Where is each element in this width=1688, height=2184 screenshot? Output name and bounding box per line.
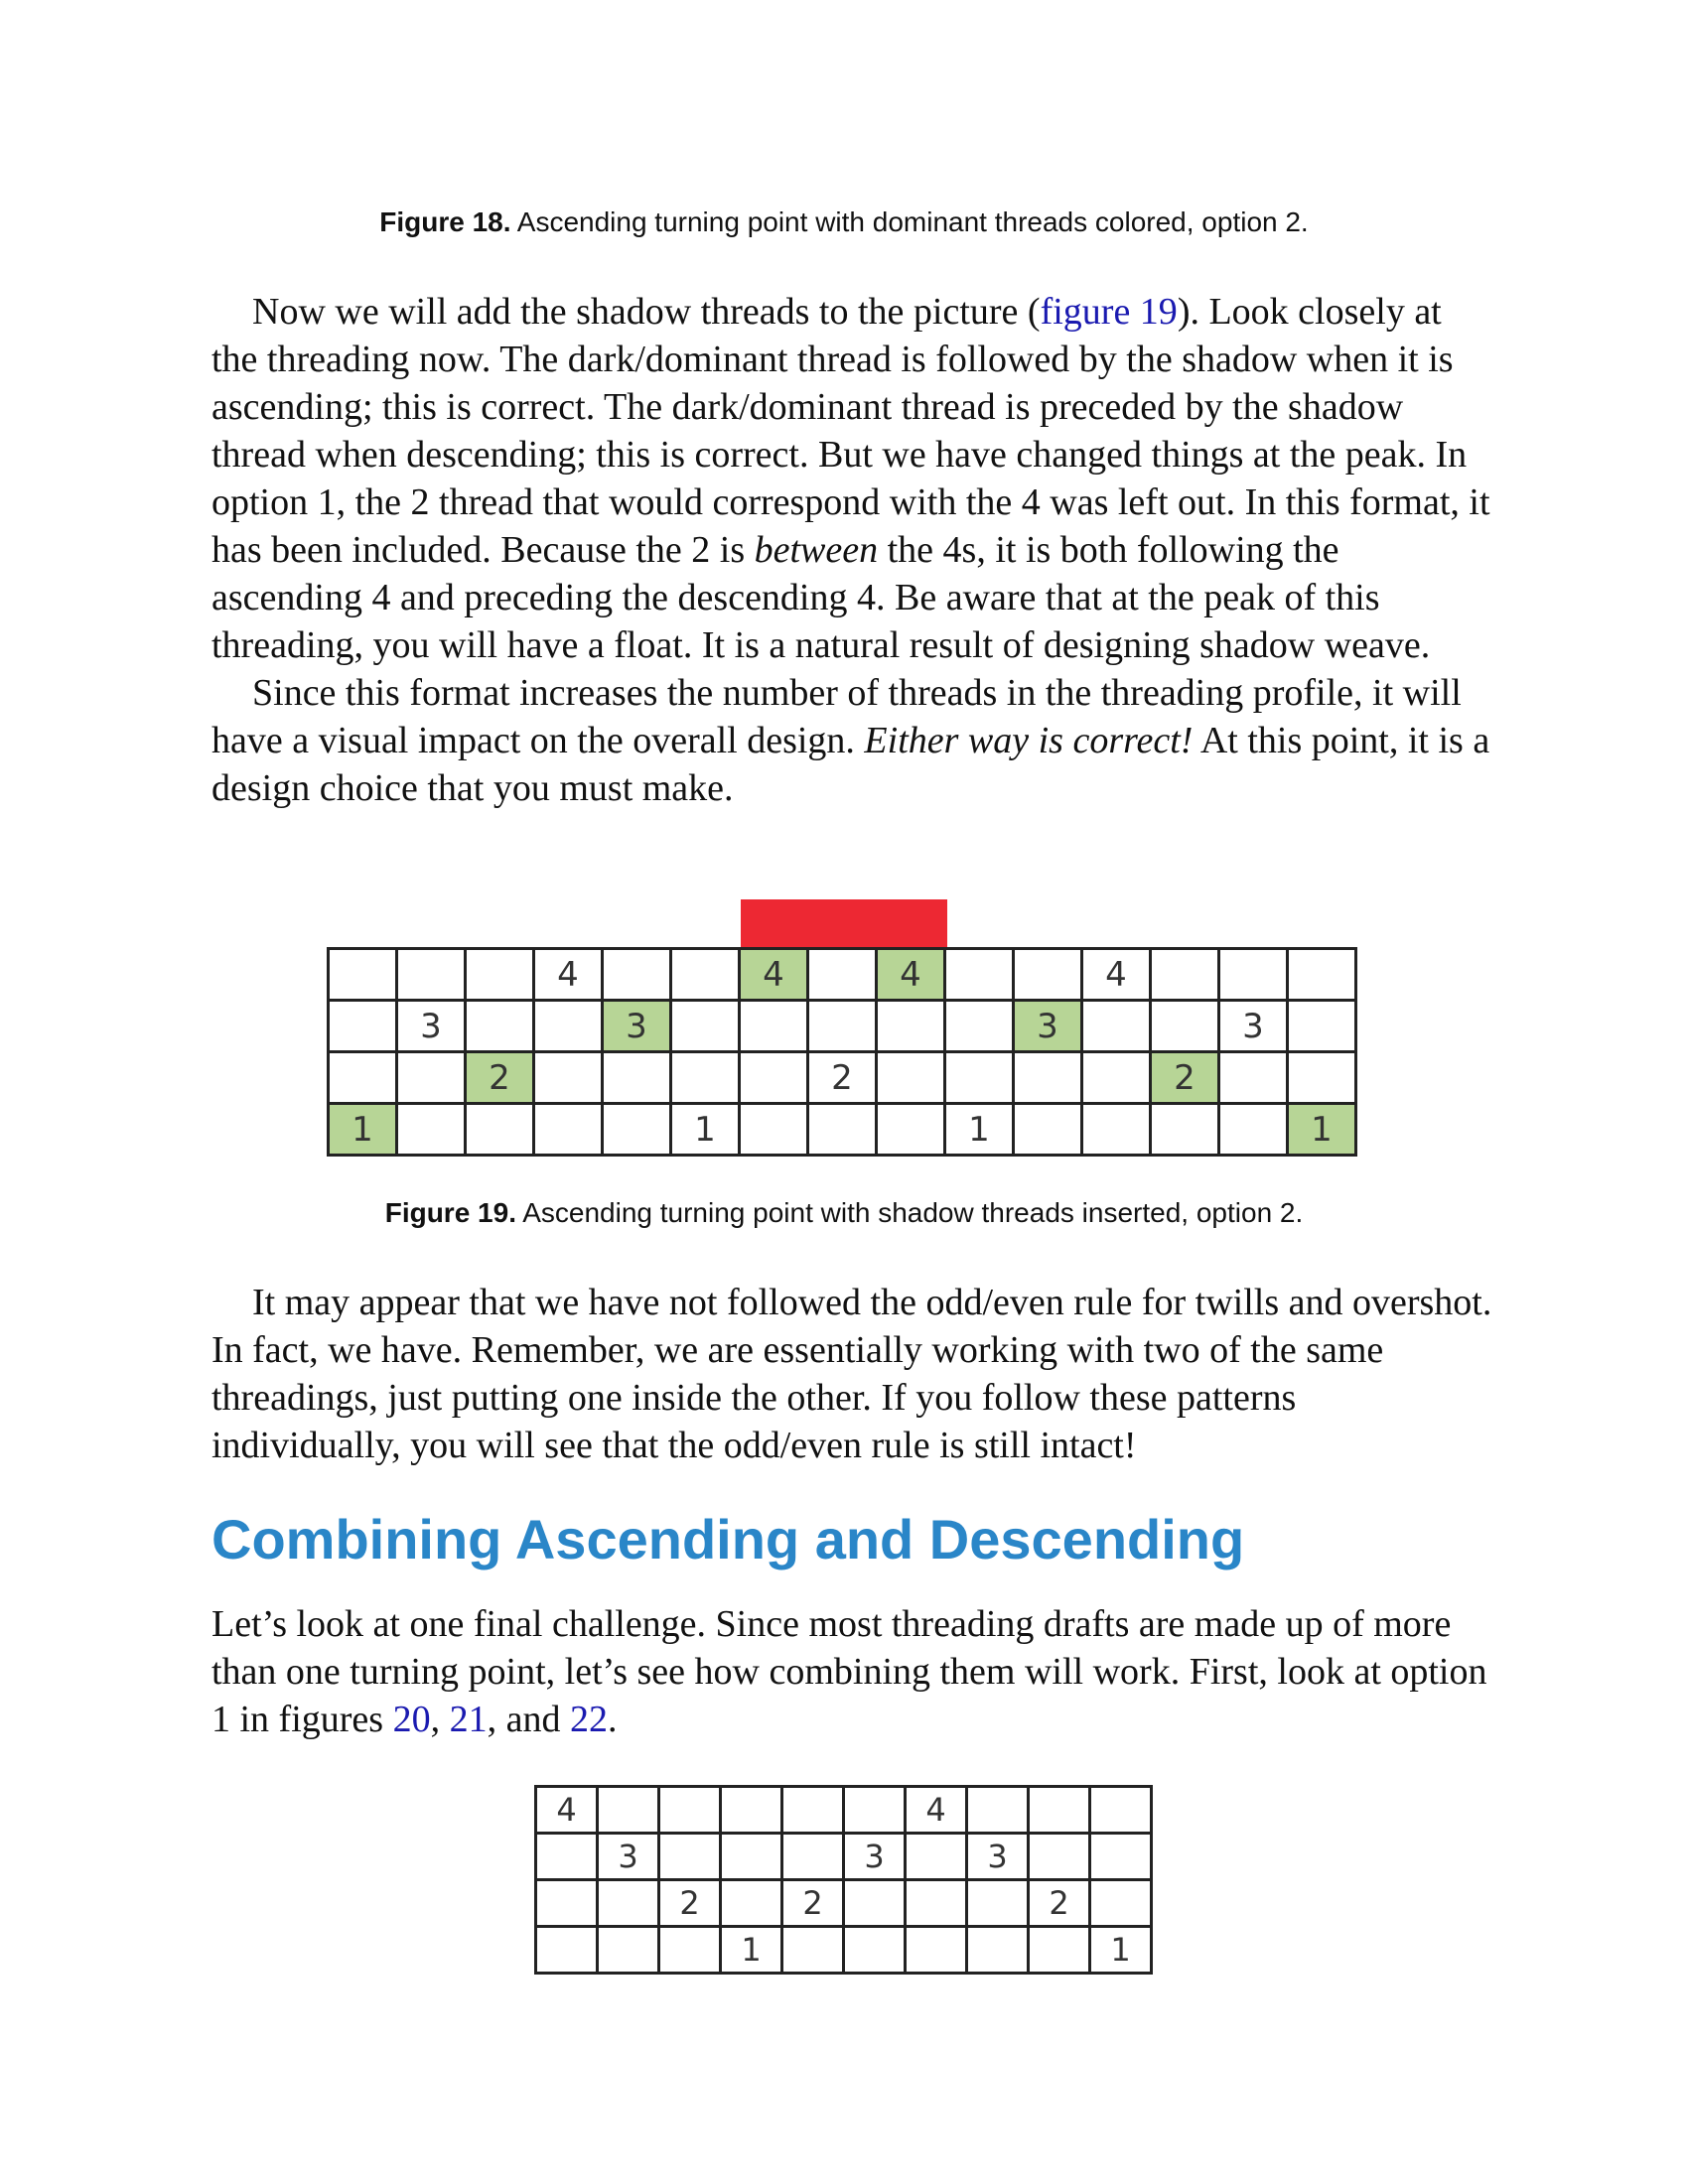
grid-cell-empty	[844, 1927, 906, 1974]
body-paragraph-final-challenge	[211, 1600, 1492, 1743]
grid-cell-empty	[877, 1104, 945, 1156]
grid-cell-empty	[1219, 1052, 1288, 1104]
grid-cell-thread: 2	[659, 1880, 721, 1927]
figure-19-label: Figure 19.	[384, 1197, 516, 1228]
grid-cell-empty	[967, 1927, 1029, 1974]
grid-cell-empty	[466, 1001, 534, 1052]
grid-cell-thread: 1	[329, 1104, 397, 1156]
paragraph-shadow-threads	[211, 288, 1492, 669]
grid-cell-thread: 4	[1082, 949, 1151, 1001]
body-paragraphs-top	[211, 288, 1492, 812]
grid-cell-empty	[967, 1880, 1029, 1927]
figure-21-link[interactable]: 21	[449, 1699, 488, 1740]
grid-cell-thread: 4	[877, 949, 945, 1001]
grid-cell-empty	[534, 1104, 603, 1156]
grid-cell-empty	[1151, 1001, 1219, 1052]
grid-cell-empty	[598, 1880, 659, 1927]
grid-row	[536, 1880, 1152, 1927]
grid-cell-empty	[1219, 949, 1288, 1001]
grid-cell-empty	[1029, 1787, 1090, 1834]
grid-cell-empty	[877, 1001, 945, 1052]
grid-cell-empty	[740, 1001, 808, 1052]
grid-cell-empty	[967, 1787, 1029, 1834]
grid-cell-empty	[536, 1880, 598, 1927]
figure-18-label: Figure 18.	[379, 206, 511, 237]
grid-cell-empty	[782, 1787, 844, 1834]
grid-cell-empty	[945, 949, 1014, 1001]
grid-cell-empty	[329, 949, 397, 1001]
grid-cell-empty	[1029, 1834, 1090, 1880]
grid-cell-thread: 2	[1029, 1880, 1090, 1927]
grid-cell-thread: 3	[1219, 1001, 1288, 1052]
grid-cell-empty	[721, 1880, 782, 1927]
figure-19-caption	[0, 1197, 1688, 1229]
grid-cell-thread: 2	[808, 1052, 877, 1104]
section-heading: Combining Ascending and Descending	[211, 1508, 1245, 1570]
figure-19-grid-body	[329, 949, 1356, 1156]
grid-cell-empty	[659, 1834, 721, 1880]
grid-cell-thread: 4	[906, 1787, 967, 1834]
grid-cell-empty	[466, 1104, 534, 1156]
grid-cell-empty	[844, 1880, 906, 1927]
p2-text-a: Since this format increases the number of threads in the threading profile, it will have a visual impact on the overall design.	[211, 672, 1462, 761]
grid-cell-empty	[671, 1001, 740, 1052]
grid-cell-empty	[1014, 949, 1082, 1001]
grid-cell-empty	[329, 1052, 397, 1104]
grid-cell-empty	[1014, 1104, 1082, 1156]
grid-cell-thread: 1	[1090, 1927, 1152, 1974]
p1-text-a: Now we will add the shadow threads to the picture (	[252, 291, 1041, 333]
grid-cell-empty	[844, 1787, 906, 1834]
grid-cell-empty	[782, 1927, 844, 1974]
grid-cell-empty	[598, 1927, 659, 1974]
grid-cell-thread: 2	[782, 1880, 844, 1927]
grid-cell-thread: 1	[671, 1104, 740, 1156]
grid-cell-empty	[671, 949, 740, 1001]
grid-cell-empty	[721, 1787, 782, 1834]
grid-cell-empty	[397, 1052, 466, 1104]
figure-20-grid-body	[536, 1787, 1152, 1974]
grid-cell-empty	[740, 1052, 808, 1104]
p4-sep-1: ,	[430, 1699, 450, 1740]
figure-19-text: Ascending turning point with shadow threads inserted, option 2.	[515, 1197, 1304, 1228]
p4-end: .	[607, 1699, 618, 1740]
grid-cell-empty	[906, 1834, 967, 1880]
grid-row	[329, 1104, 1356, 1156]
grid-cell-empty	[1288, 1052, 1356, 1104]
grid-cell-empty	[906, 1880, 967, 1927]
grid-row	[536, 1927, 1152, 1974]
grid-cell-empty	[659, 1927, 721, 1974]
grid-cell-thread: 3	[844, 1834, 906, 1880]
grid-cell-empty	[906, 1927, 967, 1974]
grid-cell-empty	[536, 1834, 598, 1880]
grid-cell-empty	[808, 1001, 877, 1052]
p2-emphasis: Either way is correct!	[864, 720, 1194, 761]
grid-cell-thread: 3	[967, 1834, 1029, 1880]
grid-cell-empty	[534, 1052, 603, 1104]
figure-22-link[interactable]: 22	[569, 1699, 608, 1740]
grid-cell-thread: 4	[536, 1787, 598, 1834]
grid-cell-thread: 1	[1288, 1104, 1356, 1156]
grid-cell-empty	[1288, 949, 1356, 1001]
grid-cell-empty	[534, 1001, 603, 1052]
grid-cell-empty	[1082, 1104, 1151, 1156]
grid-cell-empty	[1090, 1787, 1152, 1834]
grid-cell-thread: 2	[466, 1052, 534, 1104]
grid-cell-empty	[397, 949, 466, 1001]
grid-cell-empty	[808, 1104, 877, 1156]
grid-row	[329, 949, 1356, 1001]
grid-cell-thread: 1	[945, 1104, 1014, 1156]
figure-18-text: Ascending turning point with dominant threads colored, option 2.	[510, 206, 1309, 237]
grid-cell-empty	[466, 949, 534, 1001]
body-paragraph-odd-even	[211, 1279, 1492, 1469]
figure-19-threading-grid	[327, 947, 1357, 1157]
grid-cell-thread: 3	[397, 1001, 466, 1052]
grid-cell-empty	[329, 1001, 397, 1052]
grid-cell-thread: 3	[603, 1001, 671, 1052]
grid-cell-empty	[721, 1834, 782, 1880]
grid-cell-empty	[1082, 1001, 1151, 1052]
grid-cell-empty	[536, 1927, 598, 1974]
p4-sep-2: , and	[487, 1699, 570, 1740]
grid-cell-empty	[598, 1787, 659, 1834]
paragraph-odd-even: It may appear that we have not followed the odd/even rule for twills and overshot. In fact, we have. Remember, we are essentially working with two of the same threadings, just putting one inside the other. If you follow these patterns individually, you will see that the odd/even rule is still intact!	[211, 1282, 1492, 1466]
figure-20-link[interactable]: 20	[392, 1699, 431, 1740]
grid-cell-empty	[1090, 1834, 1152, 1880]
grid-cell-empty	[659, 1787, 721, 1834]
grid-cell-empty	[1219, 1104, 1288, 1156]
figure-18-caption	[0, 206, 1688, 238]
grid-cell-empty	[603, 1052, 671, 1104]
p1-text-c: the 4s, it is both following the ascending 4 and preceding the descending 4. Be aware that at the peak of this threading, you will have a float. It is a natural result of designing shadow weave.	[211, 529, 1431, 666]
grid-row	[329, 1052, 1356, 1104]
grid-cell-empty	[603, 949, 671, 1001]
grid-cell-empty	[1151, 949, 1219, 1001]
paragraph-final-challenge	[211, 1600, 1492, 1743]
grid-cell-empty	[808, 949, 877, 1001]
grid-cell-empty	[603, 1104, 671, 1156]
p1-emphasis: between	[754, 529, 879, 571]
grid-cell-empty	[782, 1834, 844, 1880]
grid-cell-empty	[397, 1104, 466, 1156]
p1-text-b: ). Look closely at the threading now. The dark/dominant thread is followed by the shadow when it is ascending; this is correct. The dark/dominant thread is preceded by the shadow thread when descending; this is correct. But we have changed things at the peak. In option 1, the 2 thread that would correspond with the 4 was left out. In this format, it has been included. Because the 2 is	[211, 291, 1490, 571]
figure-19-link[interactable]: figure 19	[1040, 291, 1178, 333]
grid-cell-empty	[877, 1052, 945, 1104]
grid-cell-thread: 4	[534, 949, 603, 1001]
figure-20-threading-grid	[534, 1785, 1153, 1975]
grid-cell-empty	[1082, 1052, 1151, 1104]
grid-cell-empty	[740, 1104, 808, 1156]
grid-cell-empty	[671, 1052, 740, 1104]
grid-cell-thread: 3	[598, 1834, 659, 1880]
grid-row	[329, 1001, 1356, 1052]
grid-cell-empty	[1029, 1927, 1090, 1974]
grid-cell-thread: 1	[721, 1927, 782, 1974]
grid-cell-empty	[945, 1052, 1014, 1104]
grid-cell-empty	[1288, 1001, 1356, 1052]
peak-marker	[741, 899, 947, 949]
grid-cell-empty	[1151, 1104, 1219, 1156]
grid-row	[536, 1787, 1152, 1834]
grid-cell-thread: 3	[1014, 1001, 1082, 1052]
grid-cell-thread: 2	[1151, 1052, 1219, 1104]
grid-row	[536, 1834, 1152, 1880]
grid-cell-empty	[945, 1001, 1014, 1052]
grid-cell-empty	[1014, 1052, 1082, 1104]
p2-text-b: At this point, it is a design choice that you must make.	[211, 720, 1490, 809]
p4-text-a: Let’s look at one final challenge. Since most threading drafts are made up of more than one turning point, let’s see how combining them will work. First, look at option 1 in figures	[211, 1603, 1487, 1740]
grid-cell-empty	[1090, 1880, 1152, 1927]
paragraph-design-choice	[211, 669, 1492, 812]
grid-cell-thread: 4	[740, 949, 808, 1001]
